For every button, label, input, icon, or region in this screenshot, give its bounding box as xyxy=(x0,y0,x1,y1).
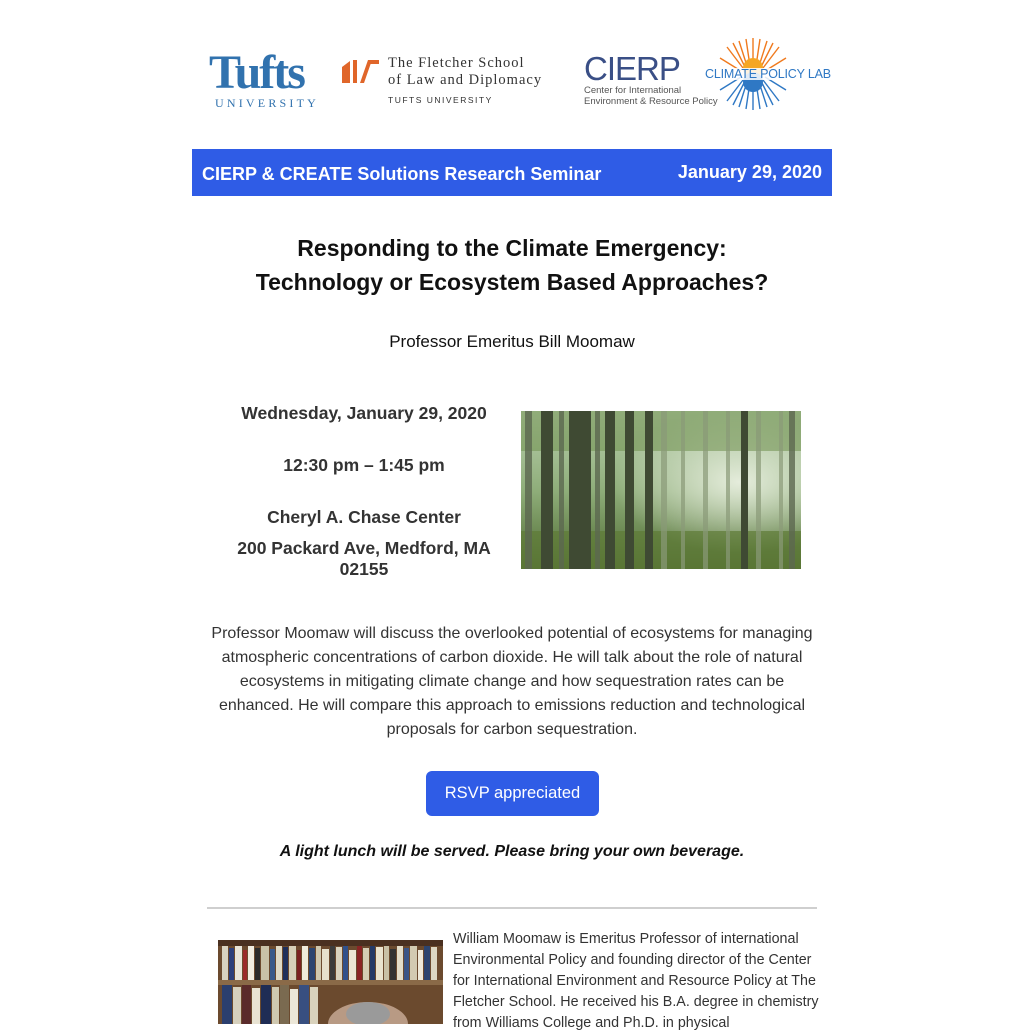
cierp-logo-sub2: Environment & Resource Policy xyxy=(584,96,718,107)
banner-date: January 29, 2020 xyxy=(677,162,822,182)
cierp-logo-sub1: Center for International xyxy=(584,85,682,96)
lunch-note: A light lunch will be served. Please bring your own beverage. xyxy=(279,843,745,860)
tufts-logo-word: Tufts xyxy=(209,46,304,99)
fletcher-logo-line2: of Law and Diplomacy xyxy=(388,72,543,88)
fletcher-logo-line3: TUFTS UNIVERSITY xyxy=(388,95,493,105)
speaker-photo xyxy=(218,940,443,1024)
tufts-logo-sub: UNIVERSITY xyxy=(215,96,319,110)
forest-image xyxy=(521,411,801,569)
fletcher-logo xyxy=(340,55,580,105)
section-divider xyxy=(207,907,817,909)
speaker-name: Professor Emeritus Bill Moomaw xyxy=(389,332,635,351)
fletcher-logo-line1: The Fletcher School xyxy=(388,55,525,71)
event-day: Wednesday, January 29, 2020 xyxy=(241,403,487,423)
cierp-logo-word: CIERP xyxy=(584,50,680,87)
speaker-bio: William Moomaw is Emeritus Professor of international Environmental Policy and founding director of the Center for International Environment and Resource Policy at The Fletcher School. He received his B.A. degree in chemistry from Williams College and Ph.D. in physical xyxy=(453,931,819,1031)
banner-title: CIERP & CREATE Solutions Research Seminar xyxy=(202,164,602,184)
climate-policy-lab-logo xyxy=(700,36,830,116)
event-title-line1: Responding to the Climate Emergency: xyxy=(297,235,727,261)
event-venue: Cheryl A. Chase Center xyxy=(267,507,461,527)
event-title-line2: Technology or Ecosystem Based Approaches? xyxy=(255,269,769,295)
event-description: Professor Moomaw will discuss the overlooked potential of ecosystems for managing atmospheric concentrations of carbon dioxide. He will talk about the role of natural ecosystems in mitigating climate change and how sequestration rates can be enhanced. He will compare this approach to emissions reduction and technological proposals for carbon sequestration. xyxy=(211,625,813,738)
seminar-banner xyxy=(192,149,832,196)
event-time: 12:30 pm – 1:45 pm xyxy=(283,455,445,475)
tufts-logo xyxy=(209,46,334,110)
climate-policy-lab-text: CLIMATE POLICY LAB xyxy=(705,67,831,81)
fletcher-mark-icon xyxy=(340,57,380,85)
event-address: 200 Packard Ave, Medford, MA 02155 xyxy=(237,538,491,579)
rsvp-button[interactable]: RSVP appreciated xyxy=(426,771,599,816)
